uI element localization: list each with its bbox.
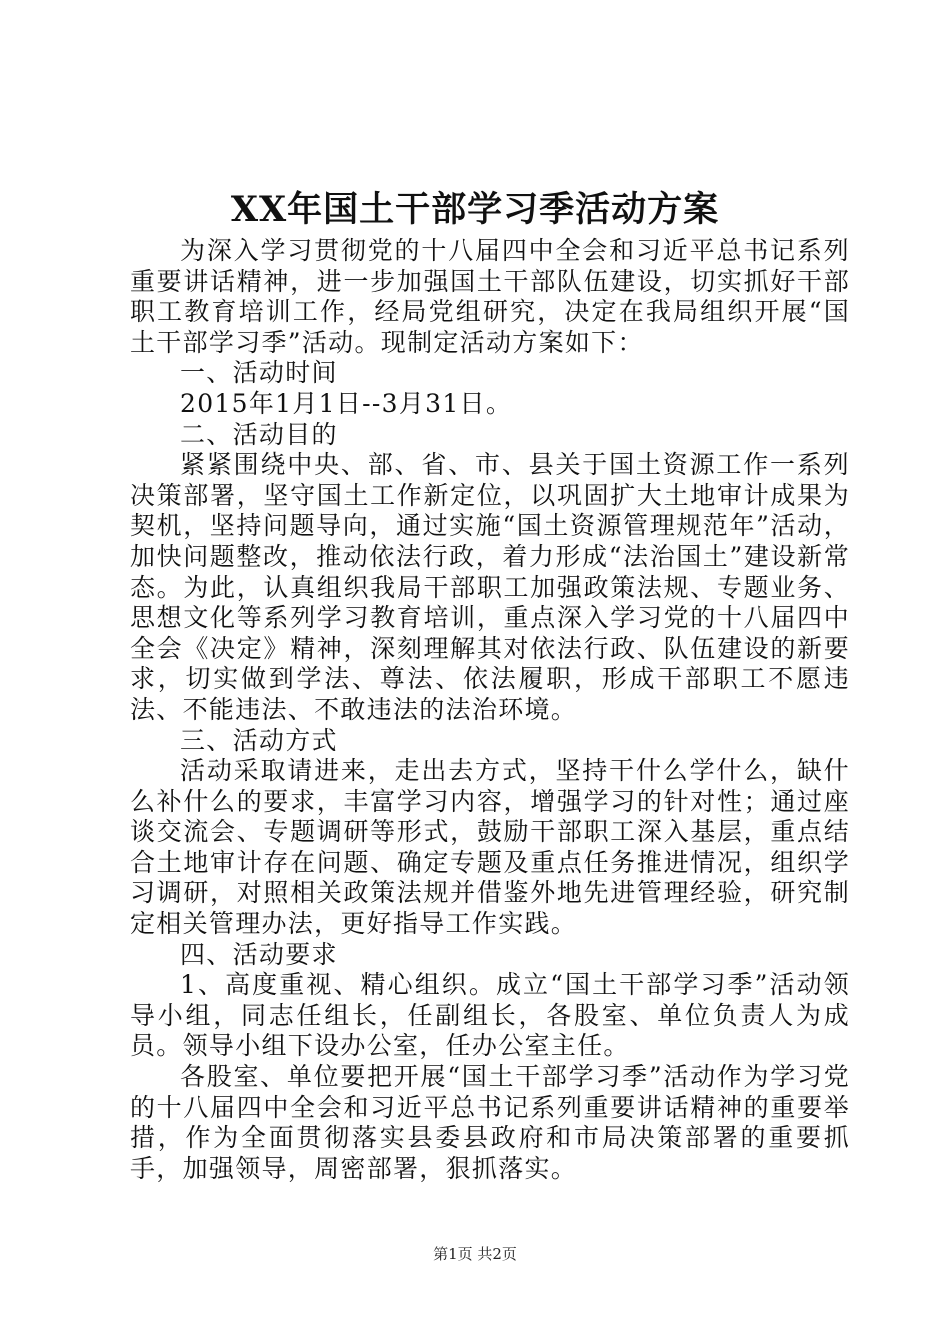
requirement-paragraph: 各股室、单位要把开展“国土干部学习季”活动作为学习党的十八届四中全会和习近平总书记系列重要讲话精神的重要举措，作为全面贯彻落实县委县政府和市局决策部署的重要抓手，加强领导，周密部署，狠抓落实。 — [130, 1062, 850, 1183]
section-heading-requirements: 四、活动要求 — [180, 939, 338, 969]
page-footer: 第1页 共2页 — [433, 1245, 517, 1263]
activity-date-range: 2015年1月1日--3月31日。 — [180, 388, 513, 418]
document-title: XX年国土干部学习季活动方案 — [230, 189, 720, 230]
method-paragraph: 活动采取请进来，走出去方式，坚持干什么学什么，缺什么补什么的要求，丰富学习内容，增强学习的针对性；通过座谈交流会、专题调研等形式，鼓励干部职工深入基层，重点结合土地审计存在问题、确定专题及重点任务推进情况，组织学习调研，对照相关政策法规并借鉴外地先进管理经验，研究制定相关管理办法，更好指导工作实践。 — [130, 756, 850, 939]
purpose-paragraph: 紧紧围绕中央、部、省、市、县关于国土资源工作一系列决策部署，坚守国土工作新定位，以巩固扩大土地审计成果为契机，坚持问题导向，通过实施“国土资源管理规范年”活动，加快问题整改，推动依法行政，着力形成“法治国土”建设新常态。为此，认真组织我局干部职工加强政策法规、专题业务、思想文化等系列学习教育培训，重点深入学习党的十八届四中全会《决定》精神，深刻理解其对依法行政、队伍建设的新要求，切实做到学法、尊法、依法履职，形成干部职工不愿违法、不能违法、不敢违法的法治环境。 — [130, 450, 850, 724]
intro-paragraph: 为深入学习贯彻党的十八届四中全会和习近平总书记系列重要讲话精神，进一步加强国土干部队伍建设，切实抓好干部职工教育培训工作，经局党组研究，决定在我局组织开展“国土干部学习季”活动。现制定活动方案如下： — [130, 236, 850, 357]
requirement-item-1: 1、高度重视、精心组织。成立“国土干部学习季”活动领导小组，同志任组长，任副组长，各股室、单位负责人为成员。领导小组下设办公室，任办公室主任。 — [130, 970, 850, 1061]
section-heading-method: 三、活动方式 — [180, 725, 338, 755]
document-body — [130, 236, 850, 1184]
section-heading-purpose: 二、活动目的 — [180, 419, 338, 449]
section-heading-time: 一、活动时间 — [180, 358, 338, 388]
